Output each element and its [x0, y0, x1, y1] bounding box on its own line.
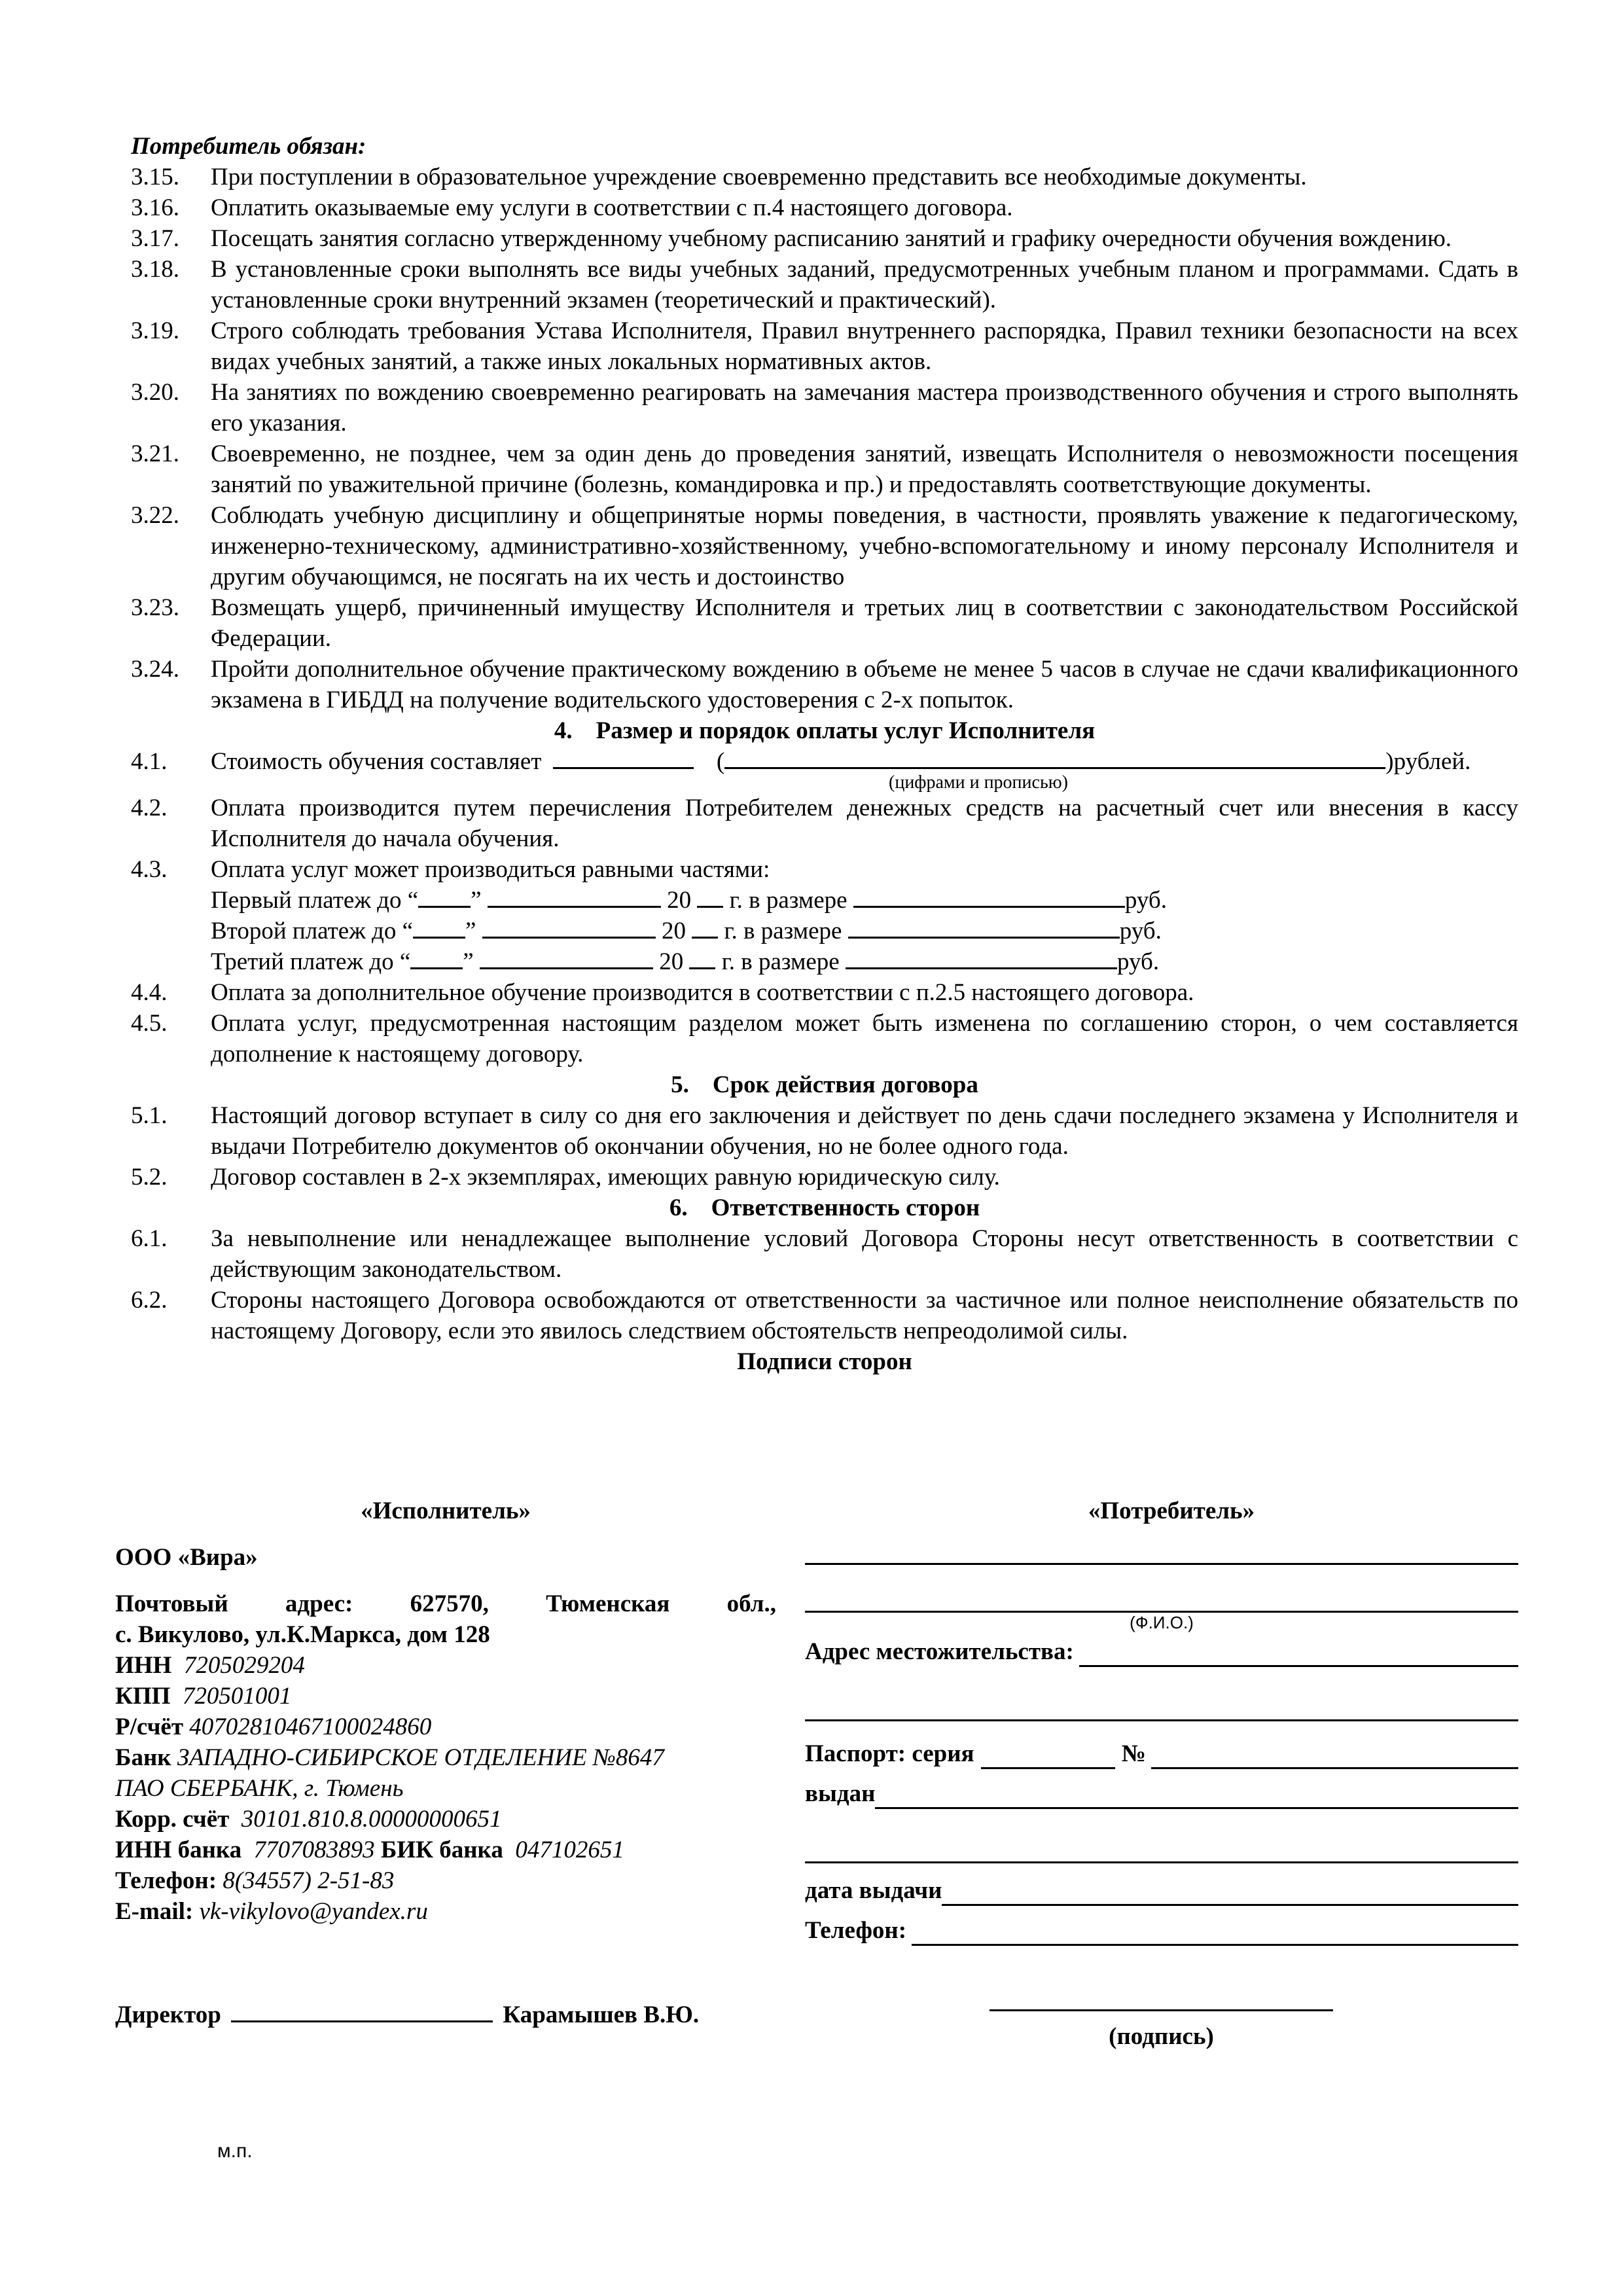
- clause-3-16: [131, 192, 1518, 223]
- section-number: 5.: [671, 1071, 689, 1098]
- amount-label: г. в размере: [721, 948, 840, 975]
- clause-text: Оплата услуг может производиться равными частями:: [211, 856, 770, 883]
- payment-row-1: [131, 885, 1518, 916]
- clause-4-4: [131, 977, 1518, 1008]
- payment-amount-field[interactable]: [853, 885, 1125, 908]
- payment-month-field[interactable]: [482, 916, 656, 939]
- section-number: 6.: [669, 1194, 688, 1221]
- clause-3-20: [131, 377, 1518, 439]
- address-word: обл.,: [726, 1590, 776, 1617]
- clause-6-2: [131, 1285, 1518, 1346]
- executor-phone: [115, 1865, 776, 1896]
- clause-3-17: [131, 223, 1518, 254]
- clause-number: 5.1.: [131, 1102, 168, 1129]
- clause-text: Посещать занятия согласно утвержденному учебному расписанию занятий и графику очередности обучения вождению.: [211, 225, 1452, 252]
- inn-value: 7205029204: [183, 1652, 305, 1679]
- director-label: Директор: [115, 2001, 221, 2028]
- director-signature-field[interactable]: [231, 2000, 493, 2022]
- consumer-address-field[interactable]: [1079, 1644, 1518, 1667]
- payment-label: Третий платеж до “: [211, 948, 411, 975]
- consumer-phone-field[interactable]: [912, 1923, 1518, 1946]
- clause-text: Пройти дополнительное обучение практическому вождению в объеме не менее 5 часов в случае не сдачи квалификационного экзамена в ГИБДД на получение водительского удостоверения с 2-х попыток.: [211, 656, 1518, 713]
- executor-email: [115, 1896, 776, 1927]
- issue-date-label: дата выдачи: [805, 1877, 942, 1904]
- close-quote: ”: [471, 887, 482, 914]
- payment-month-field[interactable]: [488, 885, 661, 908]
- issue-date-field[interactable]: [942, 1883, 1518, 1906]
- clause-text: Оплата услуг, предусмотренная настоящим разделом может быть изменена по соглашению сторон, о чем составляется дополнение к настоящему договору.: [211, 1010, 1518, 1067]
- clause-number: 6.1.: [131, 1225, 168, 1252]
- director-signature-line: [115, 2000, 699, 2029]
- clause-number: 4.5.: [131, 1010, 168, 1037]
- clause-text: Оплата производится путем перечисления Потребителем денежных средств на расчетный счет или внесения в кассу Исполнителя до начала обучения.: [211, 795, 1518, 852]
- account-label: Р/счёт: [115, 1713, 184, 1740]
- clause-text: При поступлении в образовательное учреждение своевременно представить все необходимые документы.: [211, 164, 1307, 190]
- clause-6-1: [131, 1223, 1518, 1285]
- consumer-issued-row: [805, 1778, 1518, 1809]
- address-word: 627570,: [410, 1590, 489, 1617]
- clause-text: Возмещать ущерб, причиненный имуществу Исполнителя и третьих лиц в соответствии с законодательством Российской Федерации.: [211, 594, 1518, 652]
- close-quote: ”: [463, 948, 474, 975]
- payment-year-field[interactable]: [689, 946, 715, 969]
- executor-kpp: [115, 1681, 776, 1712]
- currency: руб.: [1124, 887, 1167, 914]
- executor-account: [115, 1712, 776, 1742]
- consumer-signature-field[interactable]: [990, 2009, 1333, 2011]
- clause-number: 3.16.: [131, 194, 179, 221]
- bank-inn-label: ИНН банка: [115, 1837, 242, 1863]
- consumer-passport-row: [805, 1738, 1518, 1769]
- executor-corr-account: [115, 1804, 776, 1835]
- passport-series-field[interactable]: [981, 1746, 1115, 1769]
- clause-number: 6.2.: [131, 1287, 168, 1314]
- clause-text: Оплата за дополнительное обучение производится в соответствии с п.2.5 настоящего договора.: [211, 979, 1194, 1006]
- close-quote: ”: [465, 918, 476, 944]
- payment-day-field[interactable]: [413, 916, 465, 939]
- passport-number-field[interactable]: [1151, 1746, 1518, 1769]
- clause-number: 3.20.: [131, 379, 179, 406]
- clause-text: Стоимость обучения составляет: [211, 748, 542, 775]
- clause-text: Настоящий договор вступает в силу со дня его заключения и действует по день сдачи последнего экзамена у Исполнителя и выдачи Потребителю документов об окончании обучения, но не более одного года.: [211, 1102, 1518, 1160]
- address-label: Адрес местожительства:: [805, 1638, 1074, 1665]
- account-value: 40702810467100024860: [189, 1713, 432, 1740]
- payment-amount-field[interactable]: [846, 946, 1117, 969]
- payment-day-field[interactable]: [410, 946, 463, 969]
- clause-4-3: [131, 854, 1518, 885]
- bik-value: 047102651: [515, 1837, 624, 1863]
- executor-inn: [115, 1650, 776, 1681]
- consumer-obligations-intro: Потребитель обязан:: [131, 133, 366, 160]
- payment-year-field[interactable]: [692, 916, 718, 939]
- executor-block: [115, 1496, 776, 1927]
- price-digits-field[interactable]: [553, 746, 694, 769]
- clause-number: 3.23.: [131, 594, 179, 621]
- bik-label: БИК банка: [380, 1837, 503, 1863]
- clause-text: Соблюдать учебную дисциплину и общепринятые нормы поведения, в частности, проявлять уважение к педагогическому, инженерно-техническому, административно-хозяйственному, учебно-вспомогательному и иному персоналу Исполнителя и другим обучающимся, не посягать на их честь и достоинство: [211, 502, 1518, 590]
- clause-number: 5.2.: [131, 1164, 168, 1191]
- clause-number: 3.22.: [131, 502, 179, 529]
- executor-company: ООО «Вира»: [115, 1544, 258, 1571]
- payment-row-3: [131, 946, 1518, 977]
- clause-3-19: [131, 315, 1518, 377]
- payment-year-field[interactable]: [697, 885, 723, 908]
- bank-inn-value: 7707083893: [253, 1837, 375, 1863]
- clause-text: Строго соблюдать требования Устава Исполнителя, Правил внутреннего распорядка, Правил техники безопасности на всех видах учебных занятий, а также иных локальных нормативных актов.: [211, 317, 1518, 375]
- clause-text: Своевременно, не позднее, чем за один день до проведения занятий, извещать Исполнителя о невозможности посещения занятий по уважительной причине (болезнь, командировка и пр.) и предоставлять соответствующие документы.: [211, 440, 1518, 498]
- passport-number-label: №: [1121, 1740, 1146, 1767]
- amount-label: г. в размере: [729, 887, 847, 914]
- bank-value: ЗАПАДНО-СИБИРСКОЕ ОТДЕЛЕНИЕ №8647: [177, 1744, 664, 1771]
- inn-label: ИНН: [115, 1652, 172, 1679]
- currency: руб.: [1116, 948, 1160, 975]
- open-paren: (: [716, 748, 725, 775]
- year-prefix: 20: [661, 918, 686, 944]
- address-word: Тюменская: [546, 1590, 670, 1617]
- clause-number: 4.2.: [131, 795, 168, 821]
- payment-label: Второй платеж до “: [211, 918, 414, 944]
- payment-amount-field[interactable]: [848, 916, 1120, 939]
- clause-4-1: [131, 746, 1518, 777]
- email-label: E-mail:: [115, 1898, 194, 1925]
- kpp-label: КПП: [115, 1683, 171, 1710]
- clause-text: Оплатить оказываемые ему услуги в соответствии с п.4 настоящего договора.: [211, 194, 1013, 221]
- clause-3-22: [131, 500, 1518, 592]
- payment-day-field[interactable]: [418, 885, 471, 908]
- clause-4-2: [131, 793, 1518, 854]
- year-prefix: 20: [667, 887, 692, 914]
- corr-label: Корр. счёт: [115, 1806, 230, 1833]
- clause-number: 3.19.: [131, 317, 179, 344]
- executor-heading: «Исполнитель»: [361, 1498, 531, 1524]
- section-title: Ответственность сторон: [711, 1194, 980, 1221]
- currency: руб.: [1119, 918, 1162, 944]
- fio-caption: (Ф.И.О.): [1130, 1613, 1194, 1632]
- clause-3-18: [131, 254, 1518, 315]
- payment-month-field[interactable]: [480, 946, 653, 969]
- clause-text: Договор составлен в 2-х экземплярах, имеющих равную юридическую силу.: [211, 1164, 1000, 1191]
- corr-value: 30101.810.8.00000000651: [241, 1806, 502, 1833]
- signatures-title: Подписи сторон: [737, 1348, 912, 1375]
- address-word: адрес:: [285, 1590, 353, 1617]
- signature-caption: (подпись): [1109, 2023, 1214, 2050]
- clause-5-2: [131, 1162, 1518, 1193]
- clause-text: В установленные сроки выполнять все виды учебных заданий, предусмотренных учебным планом и программами. Сдать в установленные сроки внутренний экзамен (теоретический и практический).: [211, 256, 1518, 314]
- consumer-name-field-1[interactable]: [805, 1542, 1518, 1565]
- section-4-heading: [131, 715, 1518, 746]
- executor-bank-line2: ПАО СБЕРБАНК, г. Тюмень: [115, 1775, 404, 1802]
- clause-3-21: [131, 439, 1518, 500]
- kpp-value: 720501001: [182, 1683, 292, 1710]
- director-name: Карамышев В.Ю.: [503, 2001, 700, 2028]
- consumer-address-row: [805, 1636, 1518, 1667]
- section-title: Размер и порядок оплаты услуг Исполнителя: [596, 717, 1096, 744]
- consumer-phone-row: [805, 1915, 1518, 1946]
- year-prefix: 20: [659, 948, 684, 975]
- executor-bank-ids: [115, 1835, 776, 1865]
- bank-label: Банк: [115, 1744, 171, 1771]
- clause-number: 3.17.: [131, 225, 179, 252]
- rubles-suffix: )рублей.: [1385, 748, 1471, 775]
- issued-by-field-2[interactable]: [805, 1840, 1518, 1863]
- clause-number: 4.3.: [131, 856, 168, 883]
- clause-number: 3.24.: [131, 656, 179, 683]
- clause-number: 4.4.: [131, 979, 168, 1006]
- section-number: 4.: [554, 717, 573, 744]
- clause-3-23: [131, 592, 1518, 654]
- price-words-field[interactable]: [724, 746, 1385, 769]
- clause-5-1: [131, 1100, 1518, 1162]
- consumer-block: [805, 1496, 1518, 1946]
- price-caption: (цифрами и прописью): [889, 772, 1068, 793]
- phone-label: Телефон:: [805, 1917, 907, 1944]
- clause-text: Стороны настоящего Договора освобождаются от ответственности за частичное или полное неисполнение обязательств по настоящему Договору, если это явилось следствием обстоятельств непреодолимой силы.: [211, 1287, 1518, 1344]
- issued-label: выдан: [805, 1780, 876, 1807]
- contract-body: [131, 131, 1518, 1377]
- consumer-heading: «Потребитель»: [1088, 1498, 1255, 1524]
- payment-label: Первый платеж до “: [211, 887, 419, 914]
- executor-bank: [115, 1742, 776, 1773]
- section-5-heading: [131, 1069, 1518, 1100]
- section-title: Срок действия договора: [712, 1071, 978, 1098]
- issued-by-field[interactable]: [875, 1786, 1518, 1809]
- clause-4-5: [131, 1008, 1518, 1069]
- consumer-issue-date-row: [805, 1875, 1518, 1906]
- executor-address-line2: с. Викулово, ул.К.Маркса, дом 128: [115, 1621, 490, 1648]
- address-word: Почтовый: [115, 1590, 228, 1617]
- clause-number: 4.1.: [131, 748, 168, 775]
- executor-address-line1: [115, 1588, 776, 1619]
- clause-text: За невыполнение или ненадлежащее выполнение условий Договора Стороны несут ответственность в соответствии с действующим законодательством.: [211, 1225, 1518, 1283]
- clause-text: На занятиях по вождению своевременно реагировать на замечания мастера производственного обучения и строго выполнять его указания.: [211, 379, 1518, 437]
- phone-label: Телефон:: [115, 1867, 217, 1894]
- consumer-address-field-2[interactable]: [805, 1698, 1518, 1721]
- amount-label: г. в размере: [724, 918, 842, 944]
- clause-number: 3.18.: [131, 256, 179, 283]
- consumer-name-field-2[interactable]: [805, 1590, 1518, 1613]
- clause-number: 3.21.: [131, 440, 179, 467]
- clause-3-15: [131, 162, 1518, 192]
- phone-value: 8(34557) 2-51-83: [223, 1867, 395, 1894]
- payment-row-2: [131, 916, 1518, 946]
- email-value: vk-vikylovo@yandex.ru: [199, 1898, 428, 1925]
- section-6-heading: [131, 1193, 1518, 1223]
- stamp-placeholder: м.п.: [217, 2140, 253, 2162]
- clause-number: 3.15.: [131, 164, 179, 190]
- clause-3-24: [131, 654, 1518, 715]
- passport-label: Паспорт: серия: [805, 1740, 974, 1767]
